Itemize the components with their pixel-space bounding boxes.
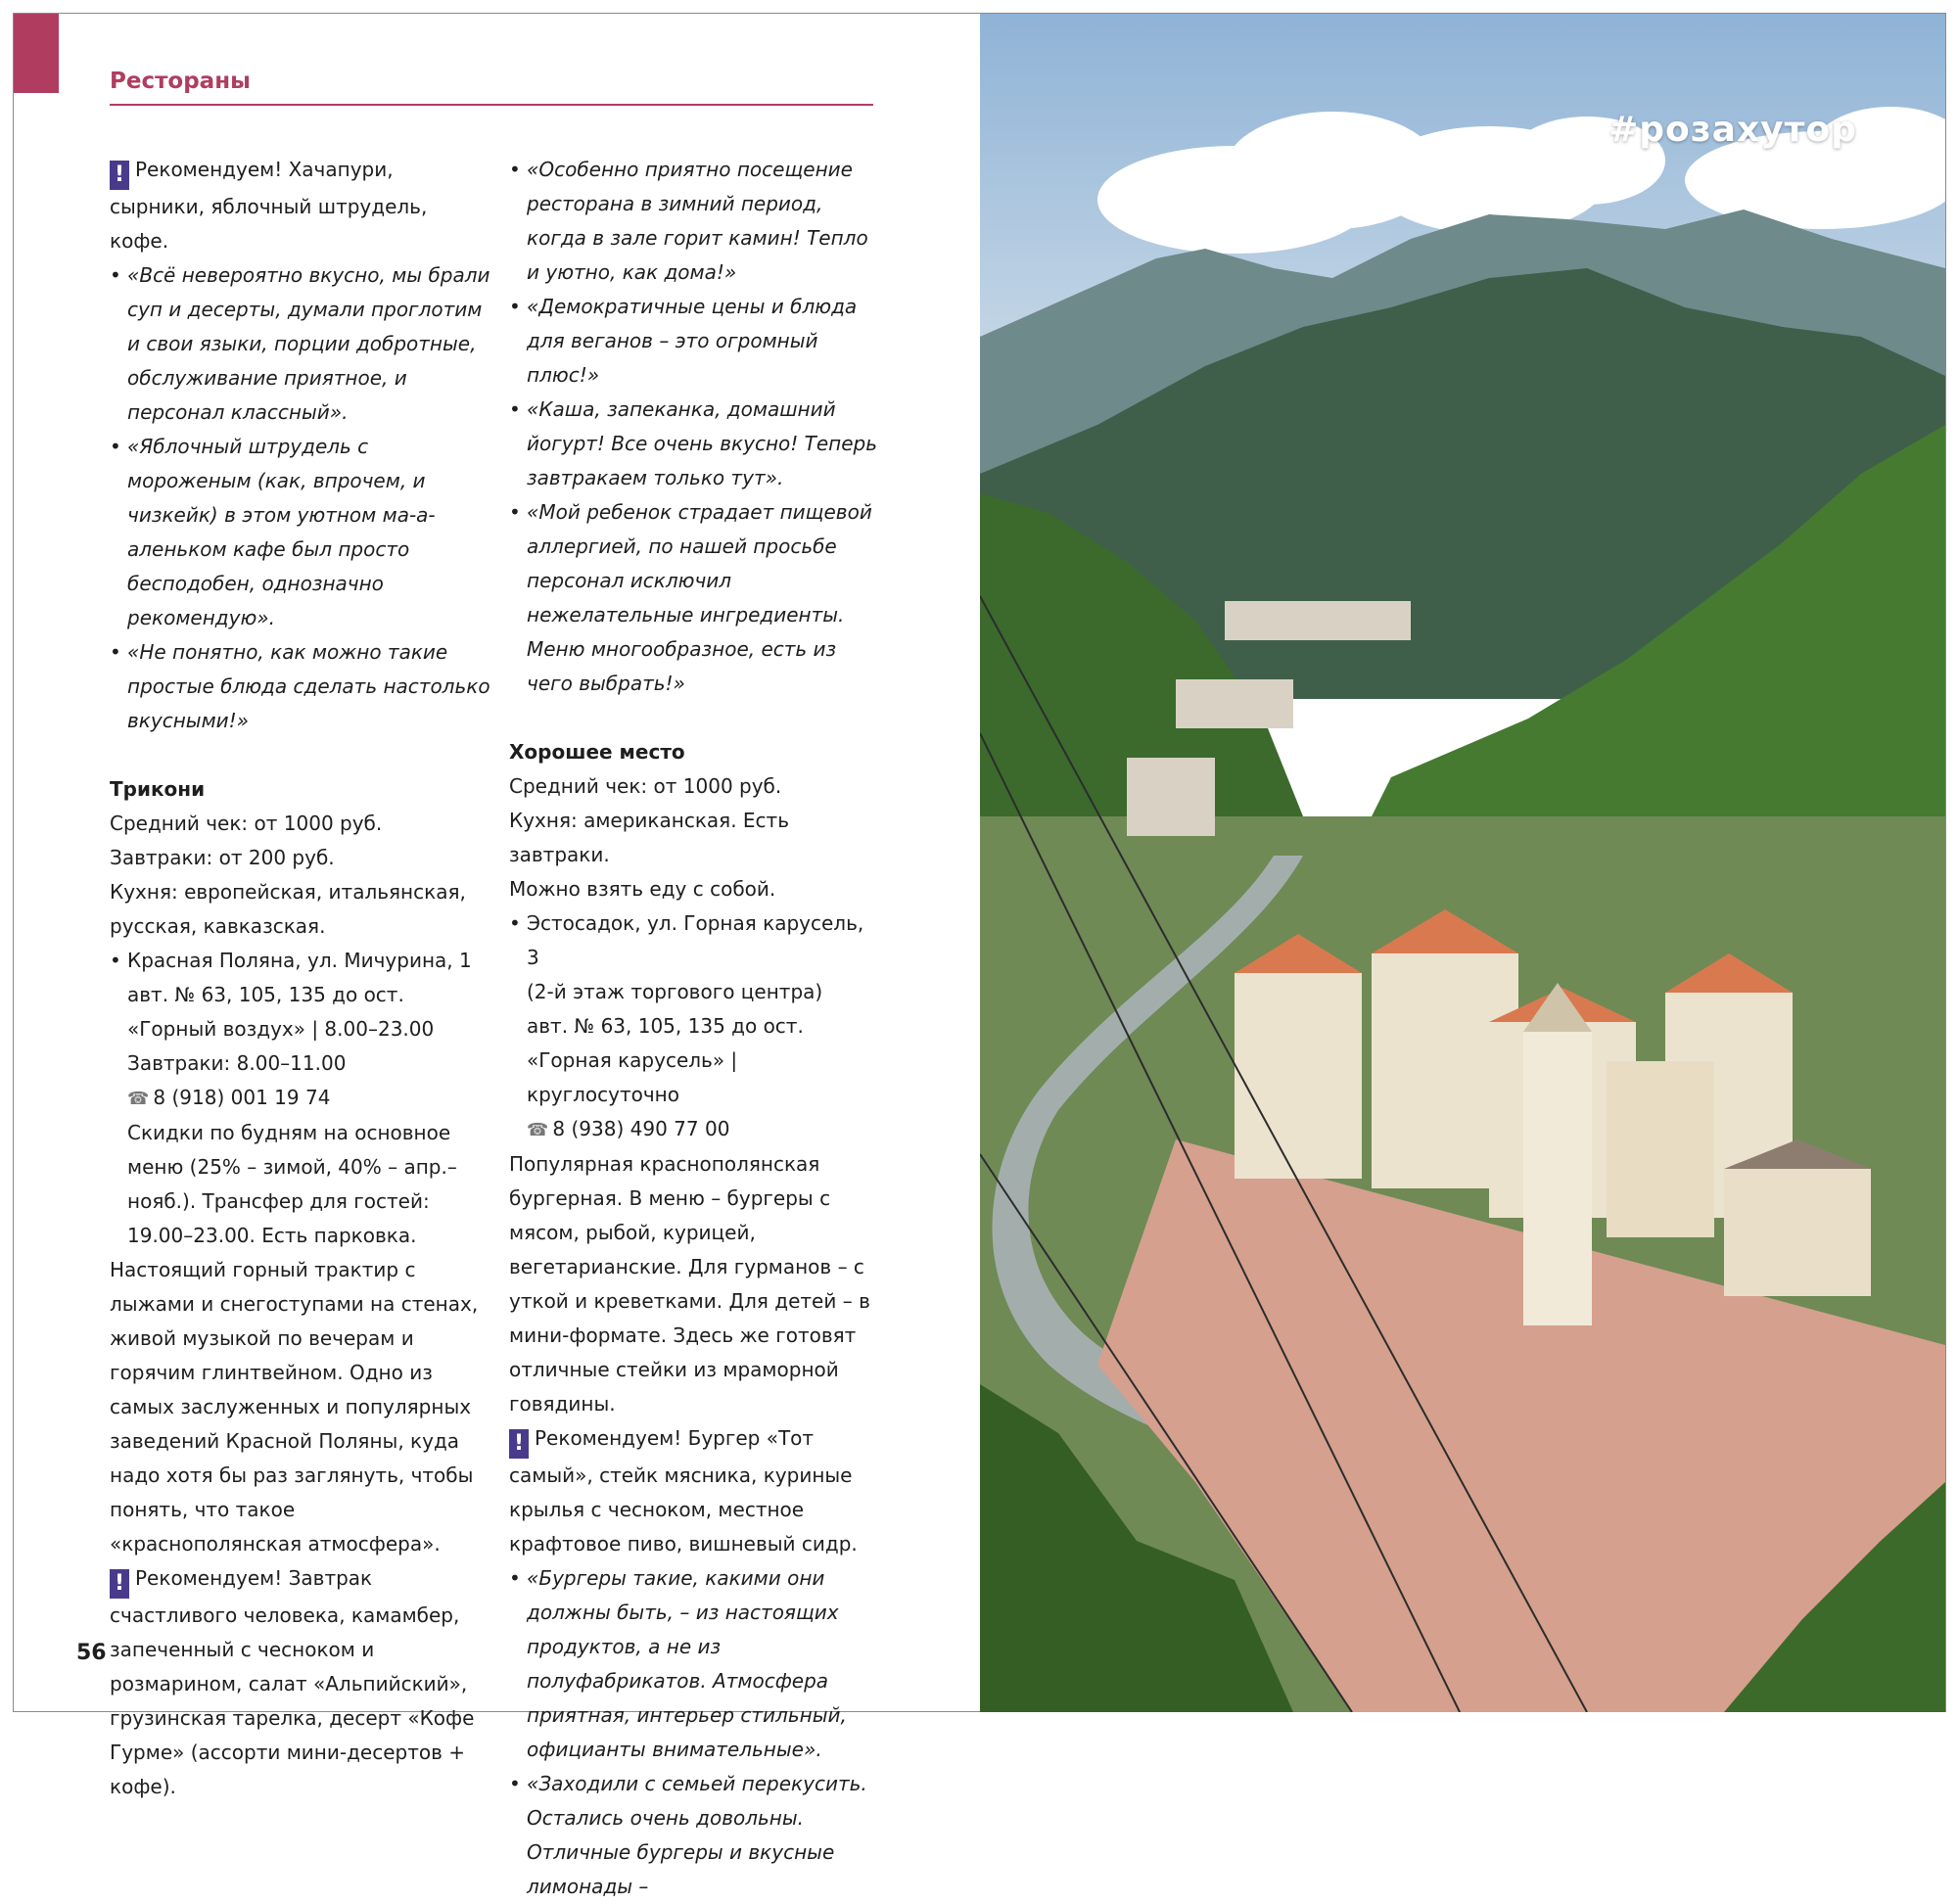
page-number: 56 xyxy=(76,1641,107,1665)
review-item: • «Демократичные цены и блюда для веганов – это огромный плюс!» xyxy=(509,290,879,393)
exclamation-icon: ! xyxy=(110,1569,129,1599)
avg-check: Средний чек: от 1000 руб. xyxy=(509,774,782,798)
place-description: Настоящий горный трактир с лыжами и снегоступами на стенах, живой музыкой по вечерам и горячим глинтвейном. Одно из самых заслуженных и популярных заведений Красной Поляны, куда надо хотя бы раз заглянуть, чтобы понять, что такое «краснополянская атмосфера». xyxy=(110,1258,479,1556)
recommendation-text: Завтрак счастливого человека, камамбер, запеченный с чесноком и розмарином, салат «Альпийский», грузинская тарелка, десерт «Кофе Гурме» (ассорти мини-десертов + кофе). xyxy=(110,1566,475,1798)
right-column xyxy=(509,153,879,1904)
review-item: • «Заходили с семьей перекусить. Остались очень довольны. Отличные бургеры и вкусные лимонады – xyxy=(509,1767,879,1904)
avg-check: Средний чек: от 1000 руб. xyxy=(110,812,383,835)
review-item: • «Мой ребенок страдает пищевой аллергией, по нашей просьбе персонал исключил нежелательные ингредиенты. Меню многообразное, есть из чего выбрать!» xyxy=(509,495,879,701)
cuisine: Кухня: американская. Есть завтраки. xyxy=(509,809,789,866)
place-name: Хорошее место xyxy=(509,740,685,764)
review-list xyxy=(509,153,879,701)
chapter-tab xyxy=(14,14,59,93)
place-info xyxy=(509,906,879,1147)
address: Красная Поляна, ул. Мичурина, 1 xyxy=(127,949,472,972)
place-details xyxy=(509,906,879,1147)
recommendation-text: Хачапури, сырники, яблочный штрудель, кофе. xyxy=(110,158,428,253)
transport: авт. № 63, 105, 135 до ост. «Горный воздух» | 8.00–23.00 xyxy=(127,983,435,1041)
phone-icon: ☎ xyxy=(127,1089,150,1109)
left-column xyxy=(110,153,491,1804)
recommendation-label: Рекомендуем! xyxy=(135,1566,283,1590)
breakfast-hours: Завтраки: 8.00–11.00 xyxy=(127,1051,347,1075)
cuisine: Кухня: европейская, итальянская, русская, кавказская. xyxy=(110,880,466,938)
review-item: • «Бургеры такие, какими они должны быть, – из настоящих продуктов, а не из полуфабрикатов. Атмосфера приятная, интерьер стильный, официанты внимательные». xyxy=(509,1561,879,1767)
review-list xyxy=(110,258,491,738)
address-detail: (2-й этаж торгового центра) xyxy=(527,980,823,1003)
breakfast-price: Завтраки: от 200 руб. xyxy=(110,846,335,869)
phone-icon: ☎ xyxy=(527,1120,549,1140)
recommendation-label: Рекомендуем! xyxy=(135,158,283,181)
landscape-illustration xyxy=(980,14,1945,1712)
place-details xyxy=(110,944,491,1253)
discounts: Скидки по будням на основное меню (25% – зимой, 40% – апр.–нояб.). Трансфер для гостей: 19.00–23.00. Есть парковка. xyxy=(127,1121,457,1247)
review-item: • «Всё невероятно вкусно, мы брали суп и десерты, думали проглотим и свои языки, порции добротные, обслуживание приятное, и персонал классный». xyxy=(110,258,491,430)
address: Эстосадок, ул. Горная карусель, 3 xyxy=(527,911,864,969)
review-list xyxy=(509,1561,879,1904)
section-rule xyxy=(110,104,873,106)
review-item: • «Яблочный штрудель с мороженым (как, впрочем, и чизкейк) в этом уютном ма-а-аленьком кафе был просто бесподобен, однозначно рекомендую». xyxy=(110,430,491,635)
hashtag-label: #розахутор xyxy=(1608,110,1857,150)
recommendation-text: Бургер «Тот самый», стейк мясника, куриные крылья с чесноком, местное крафтовое пиво, вишневый сидр. xyxy=(509,1426,858,1556)
takeaway: Можно взять еду с собой. xyxy=(509,877,776,901)
resort-photo xyxy=(980,14,1945,1712)
place-description: Популярная краснополянская бургерная. В меню – бургеры с мясом, рыбой, курицей, вегетарианские. Для гурманов – с уткой и креветками. Для детей – в мини-формате. Здесь же готовят отличные стейки из мраморной говядины. xyxy=(509,1152,870,1416)
phone-number: 8 (918) 001 19 74 xyxy=(153,1086,331,1109)
recommendation-2 xyxy=(110,1561,491,1804)
review-item: • «Особенно приятно посещение ресторана в зимний период, когда в зале горит камин! Тепло и уютно, как дома!» xyxy=(509,153,879,290)
recommendation-3 xyxy=(509,1421,879,1561)
recommendation-label: Рекомендуем! xyxy=(535,1426,682,1450)
review-item: • «Каша, запеканка, домашний йогурт! Все очень вкусно! Теперь завтракаем только тут». xyxy=(509,393,879,495)
transport: авт. № 63, 105, 135 до ост. «Горная карусель» | круглосуточно xyxy=(527,1014,804,1106)
place-name: Трикони xyxy=(110,777,206,801)
review-item: • «Не понятно, как можно такие простые блюда сделать настолько вкусными!» xyxy=(110,635,491,738)
exclamation-icon: ! xyxy=(509,1429,529,1459)
place-info xyxy=(110,944,491,1253)
phone-number: 8 (938) 490 77 00 xyxy=(552,1117,730,1140)
section-title: Рестораны xyxy=(110,69,251,94)
recommendation-1 xyxy=(110,153,491,258)
exclamation-icon: ! xyxy=(110,161,129,190)
